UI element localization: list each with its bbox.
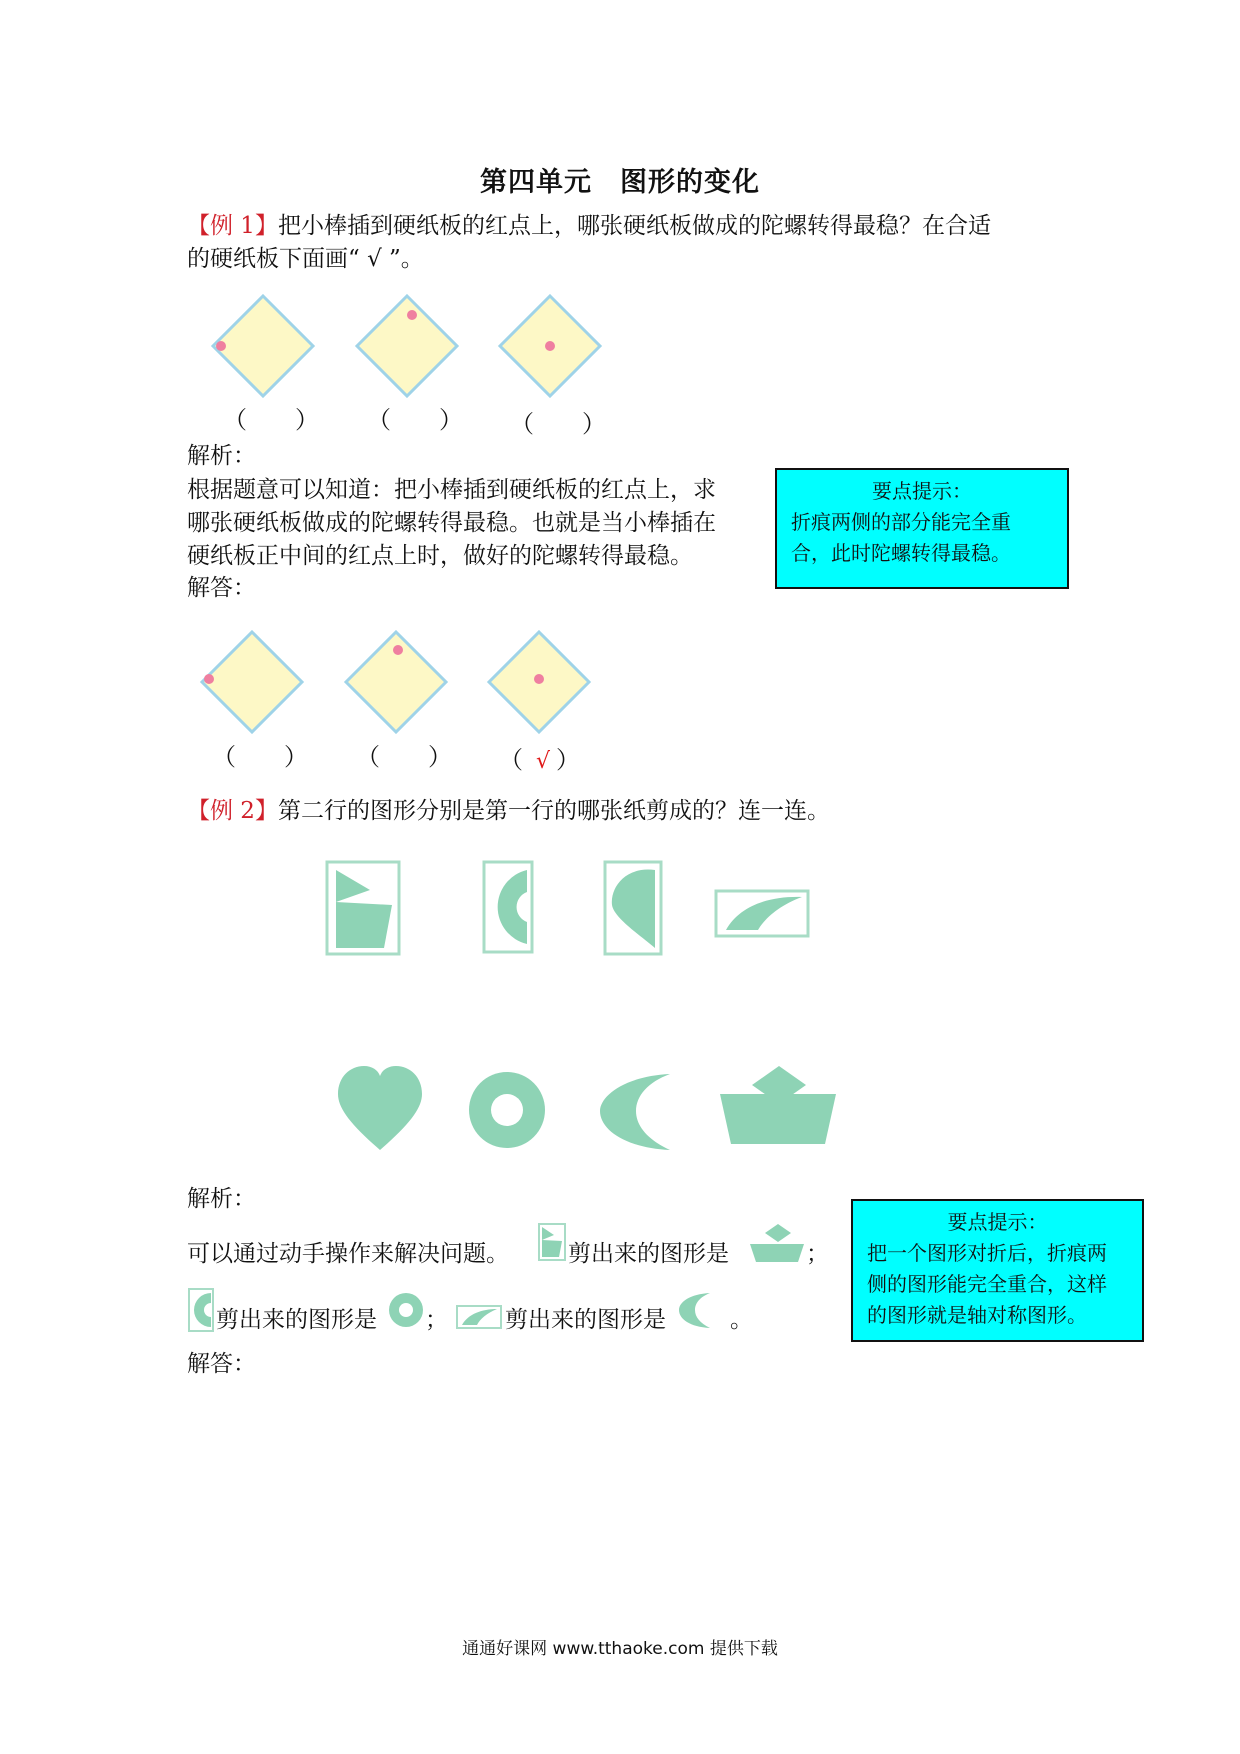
tip-line: 把一个图形对折后，折痕两	[867, 1241, 1107, 1265]
analysis-line: 哪张硬纸板做成的陀螺转得最稳。也就是当小棒插在	[187, 510, 716, 536]
tip-heading: 要点提示：	[872, 479, 972, 503]
example2-question-text: 第二行的图形分别是第一行的哪张纸剪成的？连一连。	[277, 798, 830, 824]
example2-analysis-intro: 可以通过动手操作来解决问题。	[187, 1241, 509, 1267]
answer-paren-3: （ √ ）	[499, 746, 581, 774]
example1-question-line2: 的硬纸板下面画“ √ ”。	[187, 246, 424, 272]
check-mark: √	[536, 749, 551, 774]
example1-analysis-label: 解析：	[187, 443, 256, 469]
tip-heading: 要点提示：	[947, 1210, 1048, 1234]
blank-paren-2: （ ）	[367, 406, 463, 434]
inline-ring-shape	[389, 1293, 423, 1327]
example2-answer-label: 解答：	[187, 1351, 256, 1377]
tip-line: 的图形就是轴对称图形。	[867, 1303, 1087, 1327]
answer-paren-2: （ ）	[356, 743, 452, 771]
inline-paper-ring	[189, 1289, 213, 1331]
example1-tag: 【例 1】	[187, 213, 278, 239]
example1-answer-label: 解答：	[187, 575, 256, 601]
cut-text-1: 剪出来的图形是	[568, 1241, 729, 1267]
inline-paper-boat	[539, 1224, 565, 1260]
tip-box-2	[851, 1199, 1144, 1342]
analysis-line: 硬纸板正中间的红点上时，做好的陀螺转得最稳。	[187, 543, 693, 569]
tip-line: 折痕两侧的部分能完全重	[791, 510, 1011, 534]
blank-paren-3: （ ）	[510, 410, 606, 438]
semicolon-1: ；	[806, 1241, 829, 1267]
analysis-line: 根据题意可以知道：把小棒插到硬纸板的红点上，求	[187, 477, 716, 503]
cut-text-2: 剪出来的图形是	[216, 1307, 377, 1333]
example1-question-line1: 把小棒插到硬纸板的红点上，哪张硬纸板做成的陀螺转得最稳？在合适	[277, 213, 991, 239]
inline-moon-shape	[679, 1293, 710, 1328]
cut-text-3: 剪出来的图形是	[505, 1307, 666, 1333]
inline-boat-shape	[750, 1224, 804, 1262]
tip-line: 侧的图形能完全重合，这样	[867, 1272, 1107, 1296]
page-title: 第四单元 图形的变化	[480, 167, 760, 198]
footer-credit: 通通好课网 www.tthaoke.com 提供下载	[462, 1639, 778, 1659]
inline-paper-moon	[457, 1306, 501, 1328]
period: 。	[730, 1307, 753, 1333]
tip-line: 合，此时陀螺转得最稳。	[791, 541, 1011, 565]
semicolon-2: ；	[425, 1307, 448, 1333]
example2-analysis-label: 解析：	[187, 1186, 256, 1212]
blank-paren-1: （ ）	[223, 406, 319, 434]
example2-tag: 【例 2】	[187, 798, 278, 824]
answer-paren-1: （ ）	[212, 743, 308, 771]
